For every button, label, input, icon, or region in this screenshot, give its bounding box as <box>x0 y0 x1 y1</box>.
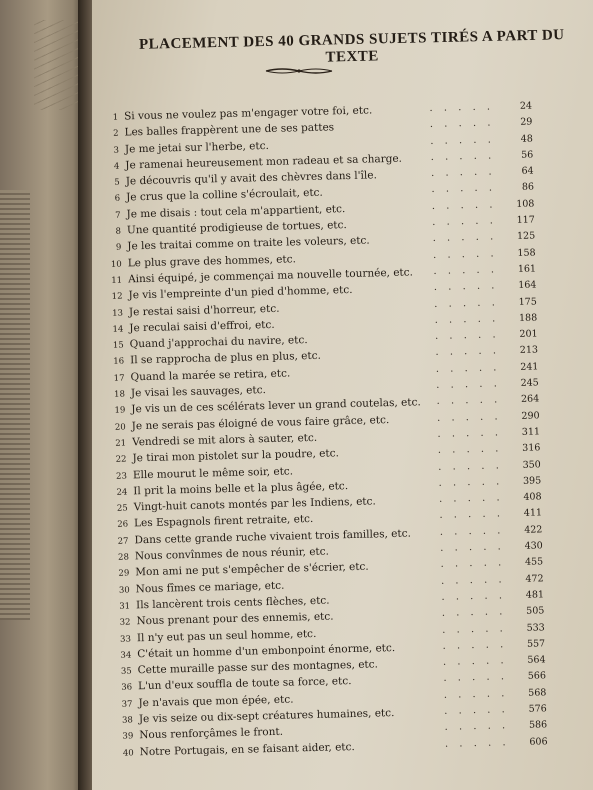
entry-caption: Je restai saisi d'horreur, etc. <box>128 302 280 318</box>
entry-page-number: 241 <box>520 361 539 373</box>
leader-dots: . . . . . <box>430 150 496 163</box>
entry-number: 16 <box>113 356 125 368</box>
entry-number: 35 <box>120 666 132 677</box>
entry-caption: Les Espagnols firent retraite, etc. <box>133 513 314 530</box>
entry-number: 9 <box>115 242 122 254</box>
entry-number: 37 <box>121 699 133 710</box>
entry-number: 38 <box>121 715 134 726</box>
entry-page-number: 350 <box>522 458 541 471</box>
entry-page-number: 290 <box>521 410 540 422</box>
leader-dots: . . . . . <box>438 459 503 473</box>
leader-dots: . . . . . <box>430 134 495 147</box>
entry-page-number: 56 <box>521 149 534 161</box>
entry-number: 4 <box>113 161 120 172</box>
entry-caption: Le plus grave des hommes, etc. <box>127 252 297 270</box>
entry-page-number: 395 <box>522 475 542 487</box>
leader-dots: . . . . . <box>431 182 497 196</box>
entry-number: 17 <box>113 373 125 384</box>
entry-caption: Il prit la moins belle et la plus âgée, etc. <box>133 479 349 498</box>
entry-number: 3 <box>113 145 120 156</box>
entry-caption: Ainsi équipé, je commençai ma nouvelle tournée, etc. <box>127 266 414 286</box>
entry-page-number: 408 <box>523 491 542 503</box>
entry-page-number: 29 <box>520 116 533 129</box>
entry-number: 19 <box>114 405 126 417</box>
entry-caption: Il n'y eut pas un seul homme, etc. <box>136 627 317 644</box>
entry-page-number: 24 <box>519 100 533 112</box>
entry-caption: L'un d'eux souffla de toute sa force, etc. <box>137 675 352 693</box>
leader-dots: . . . . . <box>444 720 510 734</box>
entry-page-number: 455 <box>524 556 544 569</box>
leader-dots: . . . . . <box>436 394 502 408</box>
entry-caption: Une quantité prodigieuse de tortues, etc. <box>126 219 347 237</box>
entry-caption: Mon ami ne put s'empêcher de s'écrier, etc. <box>135 560 369 579</box>
entry-caption: Je vis seize ou dix-sept créatures humaines, etc. <box>138 707 395 726</box>
leader-dots: . . . . . <box>434 313 500 326</box>
entry-number: 39 <box>122 731 134 742</box>
entry-number: 14 <box>112 324 124 335</box>
entry-caption: Nous prenant pour des ennemis, etc. <box>136 610 334 628</box>
entry-caption: Elle mourut le même soir, etc. <box>132 464 294 481</box>
entry-caption: Je vis un de ces scélérats lever un grand coutelas, etc. <box>131 396 421 416</box>
entry-page-number: 264 <box>520 393 540 406</box>
entry-caption: Je ne serais pas éloigné de vous faire grâce, etc. <box>131 413 390 433</box>
leader-dots: . . . . . <box>432 248 498 261</box>
entry-page-number: 430 <box>524 540 543 552</box>
entry-caption: Si vous ne voulez pas m'engager votre foi, etc. <box>124 104 373 123</box>
leader-dots: . . . . . <box>431 199 497 212</box>
entry-page-number: 117 <box>516 214 535 226</box>
entry-page-number: 188 <box>518 312 538 324</box>
leader-dots: . . . . . <box>432 215 497 229</box>
leader-dots: . . . . . <box>434 296 499 310</box>
entry-number: 20 <box>114 422 126 433</box>
left-page-edge <box>0 0 86 790</box>
entry-page-number: 557 <box>526 638 546 650</box>
entry-caption: Ils lancèrent trois cents flèches, etc. <box>135 594 330 612</box>
entry-caption: Je vis l'empreinte d'un pied d'homme, etc. <box>128 284 353 302</box>
entry-number: 12 <box>111 291 123 303</box>
entry-number: 6 <box>114 194 121 205</box>
entry-number: 33 <box>119 633 132 645</box>
entry-caption: Quand j'approchai du navire, etc. <box>129 334 308 351</box>
entry-number: 8 <box>115 226 122 237</box>
leader-dots: . . . . . <box>439 508 505 522</box>
entry-page-number: 161 <box>517 263 537 275</box>
leader-dots: . . . . . <box>429 117 495 131</box>
leader-dots: . . . . . <box>441 590 507 603</box>
leader-dots: . . . . . <box>432 231 498 245</box>
leader-dots: . . . . . <box>442 622 507 636</box>
entry-caption: Je les traitai comme on traite les voleurs, etc. <box>127 234 370 253</box>
entry-number: 7 <box>115 210 121 221</box>
entry-caption: Vendredi se mit alors à sauter, etc. <box>131 431 318 449</box>
entry-caption: Je me jetai sur l'herbe, etc. <box>124 139 270 156</box>
leader-dots: . . . . . <box>435 345 501 359</box>
book-page <box>92 0 593 790</box>
leader-dots: . . . . . <box>443 687 509 701</box>
leader-dots: . . . . . <box>435 362 501 375</box>
entry-caption: Nous fîmes ce mariage, etc. <box>135 579 285 595</box>
title-ornament-icon <box>264 66 334 76</box>
leader-dots: . . . . . <box>438 476 504 489</box>
entry-number: 15 <box>112 340 124 351</box>
illustration-list <box>102 99 558 761</box>
entry-page-number: 108 <box>516 198 535 210</box>
entry-caption: Les balles frappèrent une de ses pattes <box>124 121 335 139</box>
entry-number: 22 <box>115 454 127 466</box>
entry-caption: Vingt-huit canots montés par les Indiens, etc. <box>133 495 376 514</box>
entry-number: 27 <box>117 536 129 547</box>
entry-page-number: 566 <box>527 670 547 683</box>
entry-caption: Je crus que la colline s'écroulait, etc. <box>126 187 323 204</box>
entry-number: 34 <box>120 650 132 661</box>
leader-dots: . . . . . <box>440 541 505 554</box>
entry-caption: Je reculai saisi d'effroi, etc. <box>129 318 275 335</box>
entry-page-number: 568 <box>528 687 547 699</box>
entry-caption: Je tirai mon pistolet sur la poudre, etc. <box>132 447 340 465</box>
entry-caption: Quand la marée se retira, etc. <box>130 367 291 384</box>
left-page-text-fragment <box>34 20 80 110</box>
leader-dots: . . . . . <box>429 101 495 114</box>
entry-page-number: 86 <box>521 181 535 194</box>
leader-dots: . . . . . <box>437 443 503 457</box>
entry-caption: Je n'avais que mon épée, etc. <box>138 693 294 709</box>
entry-number: 30 <box>118 585 130 596</box>
leader-dots: . . . . . <box>440 557 506 571</box>
entry-caption: Dans cette grande ruche vivaient trois familles, etc. <box>134 527 411 547</box>
entry-caption: Nous convînmes de nous réunir, etc. <box>134 545 330 563</box>
entry-caption: Je découvris qu'il y avait des chèvres dans l'île. <box>125 169 377 188</box>
entry-page-number: 564 <box>527 654 546 666</box>
entry-page-number: 201 <box>519 328 538 341</box>
entry-caption: Je ramenai heureusement mon radeau et sa charge. <box>125 152 403 172</box>
entry-page-number: 606 <box>529 735 548 748</box>
leader-dots: . . . . . <box>433 264 499 277</box>
entry-number: 1 <box>112 112 119 123</box>
leader-dots: . . . . . <box>444 704 509 717</box>
entry-caption: Il se rapprocha de plus en plus, etc. <box>129 350 322 367</box>
entry-number: 5 <box>114 177 120 188</box>
entry-caption: Cette muraille passe sur des montagnes, etc. <box>137 658 379 677</box>
left-page-engraving <box>0 190 30 620</box>
entry-number: 13 <box>112 308 124 319</box>
entry-page-number: 48 <box>520 133 533 145</box>
entry-number: 11 <box>111 275 123 286</box>
leader-dots: . . . . . <box>440 573 506 587</box>
entry-page-number: 472 <box>525 572 544 585</box>
entry-number: 23 <box>116 471 128 482</box>
entry-caption: Je me disais : tout cela m'appartient, etc. <box>126 202 346 221</box>
page-title: PLACEMENT DES 40 GRANDS SUJETS TIRÉS A PART DU TEXTE <box>138 27 565 66</box>
leader-dots: . . . . . <box>441 606 507 620</box>
entry-number: 2 <box>113 128 119 140</box>
entry-page-number: 245 <box>520 377 539 389</box>
entry-number: 32 <box>119 617 131 628</box>
leader-dots: . . . . . <box>442 655 508 668</box>
entry-number: 40 <box>122 747 134 759</box>
entry-number: 21 <box>115 438 127 449</box>
leader-dots: . . . . . <box>430 166 496 180</box>
entry-page-number: 316 <box>522 442 541 455</box>
entry-number: 36 <box>121 682 133 694</box>
entry-page-number: 164 <box>518 279 537 292</box>
entry-number: 29 <box>118 568 130 580</box>
entry-caption: Je visai les sauvages, etc. <box>130 384 266 400</box>
leader-dots: . . . . . <box>433 280 499 294</box>
leader-dots: . . . . . <box>443 671 509 685</box>
entry-page-number: 64 <box>521 165 534 177</box>
entry-page-number: 422 <box>524 524 543 536</box>
entry-caption: Notre Portugais, en se faisant aider, etc. <box>139 740 355 758</box>
entry-number: 24 <box>116 487 128 498</box>
entry-page-number: 481 <box>525 589 545 601</box>
leader-dots: . . . . . <box>434 329 500 343</box>
entry-page-number: 213 <box>519 344 539 357</box>
leader-dots: . . . . . <box>436 378 501 391</box>
entry-page-number: 175 <box>518 295 537 308</box>
entry-page-number: 125 <box>516 230 536 243</box>
entry-page-number: 158 <box>517 247 536 259</box>
entry-caption: C'était un homme d'un embonpoint énorme, etc. <box>137 641 396 661</box>
entry-number: 26 <box>117 519 129 531</box>
entry-number: 25 <box>116 503 128 514</box>
entry-caption: Nous renforçâmes le front. <box>139 726 284 742</box>
leader-dots: . . . . . <box>442 639 508 652</box>
leader-dots: . . . . . <box>444 736 510 750</box>
entry-number: 31 <box>119 601 131 612</box>
leader-dots: . . . . . <box>439 525 505 538</box>
entry-page-number: 586 <box>528 719 548 732</box>
entry-page-number: 311 <box>521 426 541 438</box>
entry-number: 10 <box>110 259 122 270</box>
leader-dots: . . . . . <box>438 492 504 506</box>
entry-page-number: 411 <box>523 507 543 520</box>
entry-page-number: 533 <box>526 621 545 634</box>
leader-dots: . . . . . <box>437 427 503 440</box>
leader-dots: . . . . . <box>436 410 502 424</box>
entry-number: 28 <box>117 552 130 563</box>
entry-number: 18 <box>114 389 126 400</box>
entry-page-number: 576 <box>528 703 547 715</box>
entry-page-number: 505 <box>526 605 545 617</box>
